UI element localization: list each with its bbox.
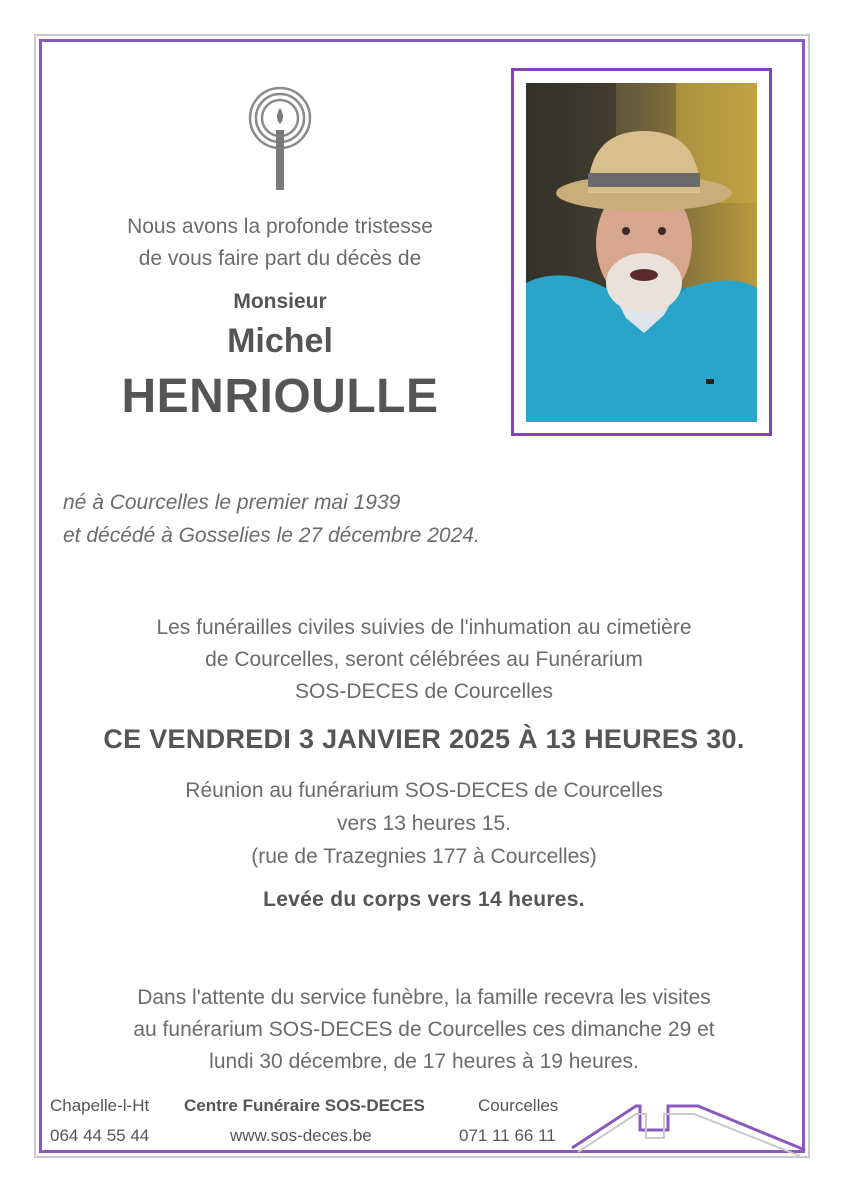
- footer-left-phone: 064 44 55 44: [50, 1126, 150, 1145]
- visits-line-1: Dans l'attente du service funèbre, la famille recevra les visites: [137, 986, 711, 1009]
- funeral-line-1: Les funérailles civiles suivies de l'inhumation au cimetière: [156, 616, 692, 639]
- person-title: Monsieur: [233, 290, 327, 313]
- candle-icon: [244, 86, 316, 192]
- footer-right-city: Courcelles: [478, 1096, 559, 1115]
- funeral-line-3: SOS-DECES de Courcelles: [295, 680, 553, 703]
- reunion-line-1: Réunion au funérarium SOS-DECES de Courcelles: [185, 779, 663, 802]
- reunion-line-2: vers 13 heures 15.: [337, 812, 511, 835]
- intro-text: [70, 211, 490, 275]
- footer-website-link[interactable]: www.sos-deces.be: [230, 1126, 372, 1145]
- birth-line: né à Courcelles le premier mai 1939: [63, 491, 401, 514]
- birth-death-text: [63, 486, 480, 552]
- visits-line-3: lundi 30 décembre, de 17 heures à 19 heures.: [209, 1050, 639, 1073]
- funeral-text: [60, 612, 788, 708]
- visits-line-2: au funérarium SOS-DECES de Courcelles ces dimanche 29 et: [133, 1018, 715, 1041]
- intro-line-2: de vous faire part du décès de: [138, 247, 422, 270]
- footer-right-phone: 071 11 66 11: [459, 1126, 556, 1145]
- person-last-name: HENRIOULLE: [121, 370, 439, 423]
- funeral-date: CE VENDREDI 3 JANVIER 2025 À 13 HEURES 30.: [103, 724, 745, 754]
- visits-text: [60, 982, 788, 1078]
- death-line: et décédé à Gosselies le 27 décembre 2024.: [63, 524, 480, 547]
- footer-center-name: Centre Funéraire SOS-DECES: [184, 1096, 425, 1115]
- portrait-photo: [526, 83, 757, 422]
- footer-left-city: Chapelle-l-Ht: [50, 1096, 150, 1115]
- intro-line-1: Nous avons la profonde tristesse: [127, 215, 433, 238]
- funeral-line-2: de Courcelles, seront célébrées au Funérarium: [205, 648, 643, 671]
- reunion-text: [60, 774, 788, 873]
- person-first-name: Michel: [227, 322, 333, 360]
- reunion-address: (rue de Trazegnies 177 à Courcelles): [251, 845, 597, 868]
- levee-text: Levée du corps vers 14 heures.: [263, 888, 585, 911]
